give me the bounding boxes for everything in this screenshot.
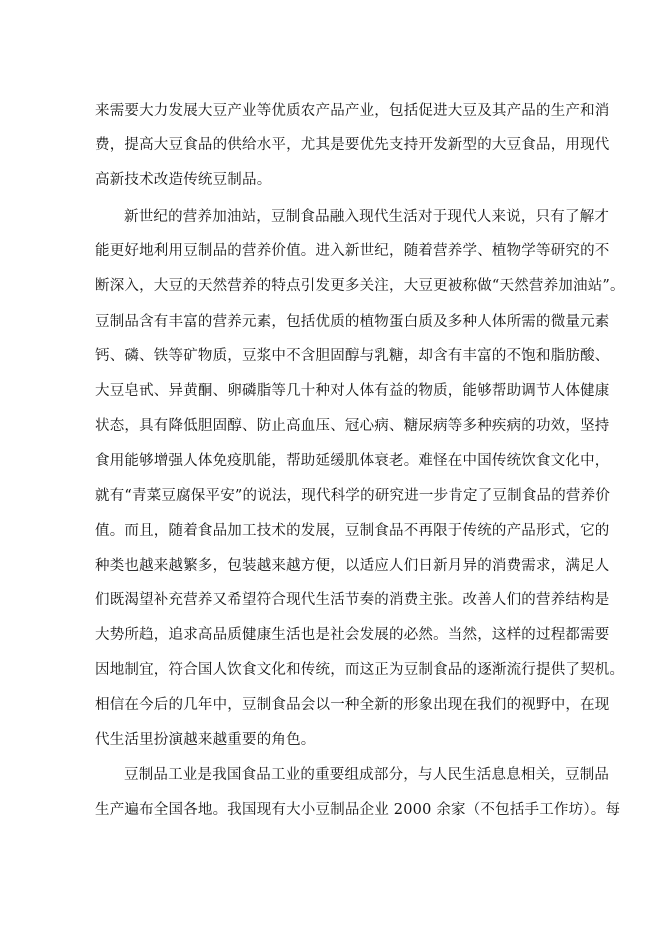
text-line: 来需要大力发展大豆产业等优质农产品产业，包括促进大豆及其产品的生产和消 xyxy=(95,103,610,119)
text-line: 种类也越来越繁多，包装越来越方便，以适应人们日新月异的消费需求，满足人 xyxy=(95,558,610,574)
text-line: 高新技术改造传统豆制品。 xyxy=(95,172,272,188)
text-line: 钙、磷、铁等矿物质，豆浆中不含胆固醇与乳糖，却含有丰富的不饱和脂肪酸、 xyxy=(95,348,610,364)
text-line: 能更好地利用豆制品的营养价值。进入新世纪，随着营养学、植物学等研究的不 xyxy=(95,243,610,259)
text-line: 食用能够增强人体免疫肌能，帮助延缓肌体衰老。难怪在中国传统饮食文化中， xyxy=(95,453,610,469)
text-line: 豆制品含有丰富的营养元素，包括优质的植物蛋白质及多种人体所需的微量元素 xyxy=(95,314,610,330)
text-line: 新世纪的营养加油站，豆制食品融入现代生活对于现代人来说，只有了解才 xyxy=(124,209,610,225)
text-line: 值。而且，随着食品加工技术的发展，豆制食品不再限于传统的产品形式，它的 xyxy=(95,523,610,539)
text-line: 代生活里扮演越来越重要的角色。 xyxy=(95,732,316,748)
text-line: 断深入，大豆的天然营养的特点引发更多关注，大豆更被称做“天然营养加油站”。 xyxy=(95,278,625,294)
text-line: 豆制品工业是我国食品工业的重要组成部分，与人民生活息息相关，豆制品 xyxy=(124,767,610,783)
text-line: 因地制宜，符合国人饮食文化和传统，而这正为豆制食品的逐渐流行提供了契机。 xyxy=(95,662,625,678)
text-line: 状态，具有降低胆固醇、防止高血压、冠心病、糖尿病等多种疾病的功效，坚持 xyxy=(95,418,610,434)
text-line: 生产遍布全国各地。我国现有大小豆制品企业 2000 余家（不包括手工作坊）。每 xyxy=(95,802,621,818)
text-line: 就有“青菜豆腐保平安”的说法，现代科学的研究进一步肯定了豆制食品的营养价 xyxy=(95,488,611,504)
text-line: 大势所趋，追求高品质健康生活也是社会发展的必然。当然，这样的过程都需要 xyxy=(95,627,610,643)
text-line: 相信在今后的几年中，豆制食品会以一种全新的形象出现在我们的视野中，在现 xyxy=(95,697,610,713)
text-line: 们既渴望补充营养又希望符合现代生活节奏的消费主张。改善人们的营养结构是 xyxy=(95,592,610,608)
text-line: 大豆皂甙、异黄酮、卵磷脂等几十种对人体有益的物质，能够帮助调节人体健康 xyxy=(95,383,610,399)
text-line: 费，提高大豆食品的供给水平，尤其是要优先支持开发新型的大豆食品，用现代 xyxy=(95,137,610,153)
